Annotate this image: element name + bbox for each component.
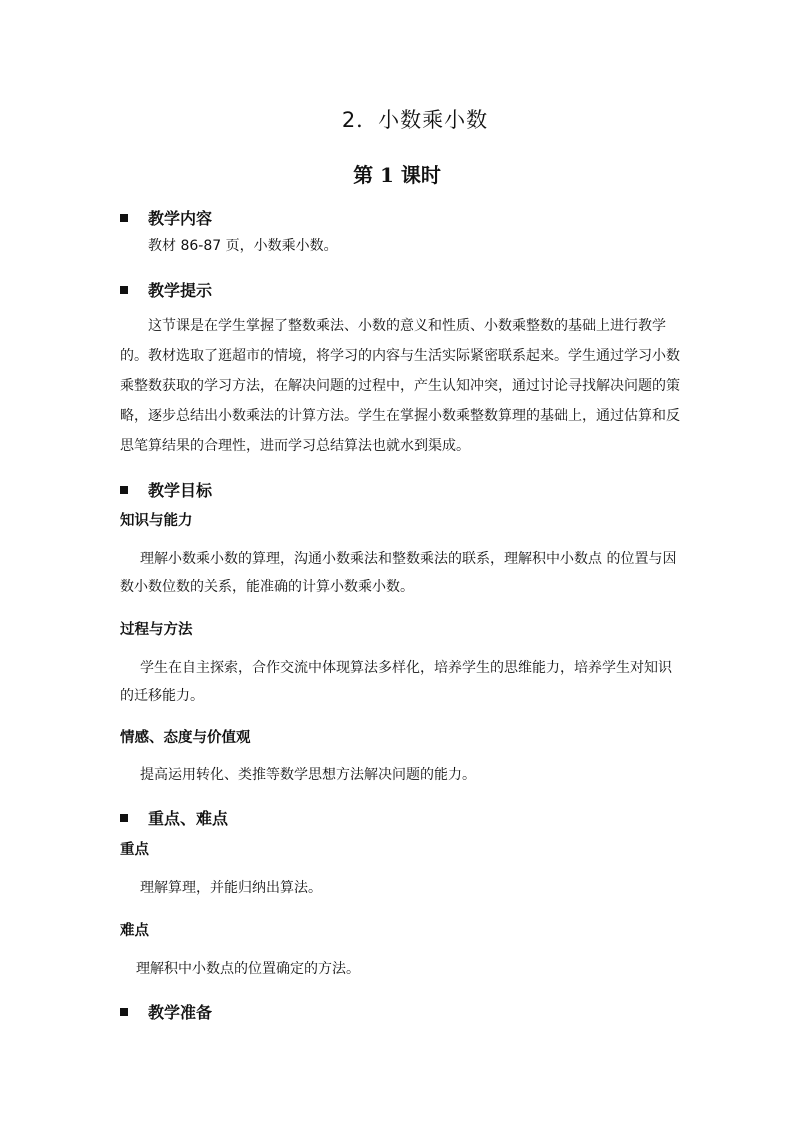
section-heading-label: 教学提示	[148, 281, 213, 300]
difficulty-text: 理解积中小数点的位置确定的方法。	[136, 961, 360, 977]
attitude-label: 情感、态度与价值观	[120, 730, 251, 746]
section-heading-prep	[120, 1000, 212, 1023]
section-heading-goals	[120, 478, 212, 501]
key-point-label: 重点	[120, 842, 149, 858]
process-text: 学生在自主探索，合作交流中体现算法多样化，培养学生的思维能力，培养学生对知识的迁移能力。	[120, 660, 672, 704]
square-bullet-icon	[120, 286, 128, 294]
page-title: 2．小数乘小数	[341, 108, 489, 132]
difficulty-label: 难点	[120, 923, 149, 939]
section-heading-content	[120, 206, 212, 229]
square-bullet-icon	[120, 214, 128, 222]
hint-text: 这节课是在学生掌握了整数乘法、小数的意义和性质、小数乘整数的基础上进行教学的。教材选取了逛超市的情境，将学习的内容与生活实际紧密联系起来。学生通过学习小数乘整数获取的学习方法，在解决问题的过程中，产生认知冲突，通过讨论寻找解决问题的策略，逐步总结出小数乘法的计算方法。学生在掌握小数乘整数算理的基础上，通过估算和反思笔算结果的合理性，进而学习总结算法也就水到渠成。	[120, 318, 680, 454]
content-text: 教材 86-87 页，小数乘小数。	[148, 238, 338, 254]
section-heading-label: 教学准备	[148, 1003, 213, 1022]
knowledge-text: 理解小数乘小数的算理，沟通小数乘法和整数乘法的联系，理解积中小数点 的位置与因数小数位数的关系，能准确的计算小数乘小数。	[120, 551, 677, 595]
section-heading-hint	[120, 278, 212, 301]
section-heading-focus	[120, 806, 228, 829]
lesson-subtitle: 第 1 课时	[353, 163, 441, 187]
square-bullet-icon	[120, 486, 128, 494]
section-heading-label: 教学目标	[148, 481, 213, 500]
section-heading-label: 重点、难点	[148, 809, 229, 828]
knowledge-label: 知识与能力	[120, 513, 193, 529]
square-bullet-icon	[120, 814, 128, 822]
process-label: 过程与方法	[120, 622, 193, 638]
key-point-text: 理解算理，并能归纳出算法。	[140, 880, 322, 896]
section-heading-label: 教学内容	[148, 209, 213, 228]
attitude-text: 提高运用转化、类推等数学思想方法解决问题的能力。	[140, 767, 476, 783]
square-bullet-icon	[120, 1008, 128, 1016]
